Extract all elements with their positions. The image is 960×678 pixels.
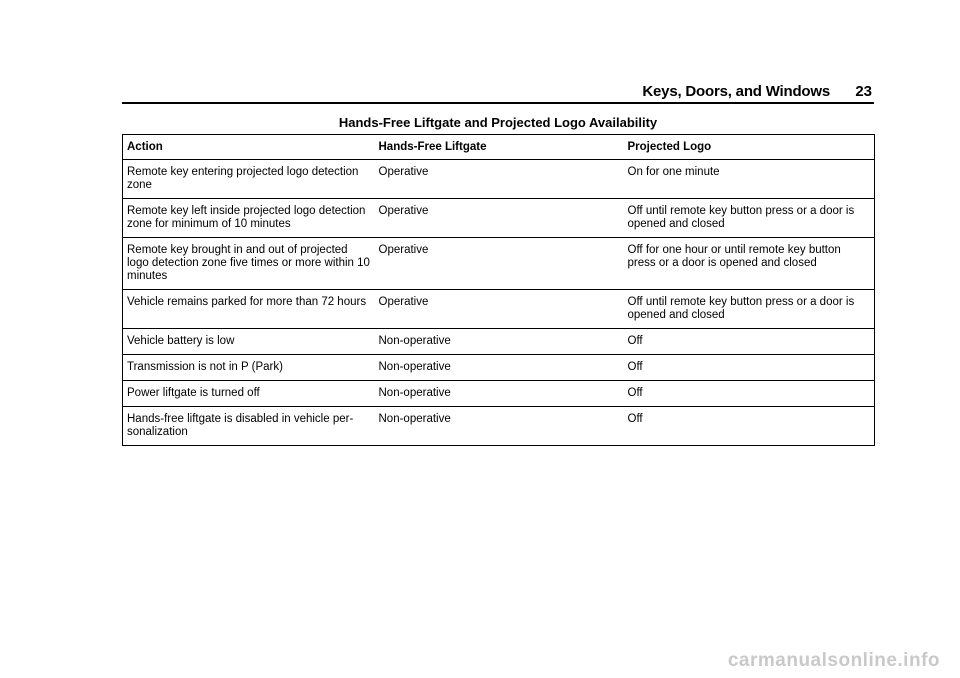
cell-action: Remote key entering projected logo detection zone	[123, 160, 375, 199]
cell-logo: Off until remote key button press or a door is opened and closed	[624, 290, 875, 329]
table-row	[123, 290, 875, 329]
table-title: Hands-Free Liftgate and Projected Logo Availability	[338, 115, 658, 130]
cell-action: Remote key left inside projected logo detection zone for minimum of 10 minutes	[123, 199, 375, 238]
cell-action: Vehicle battery is low	[123, 329, 375, 355]
cell-action: Power liftgate is turned off	[123, 381, 375, 407]
table-row	[123, 160, 875, 199]
table-row	[123, 407, 875, 446]
cell-logo: Off	[624, 355, 875, 381]
cell-liftgate: Non-operative	[375, 355, 624, 381]
availability-table	[122, 134, 875, 446]
cell-liftgate: Non-operative	[375, 381, 624, 407]
table-row	[123, 355, 875, 381]
table-header-row	[123, 135, 875, 160]
cell-action: Hands-free liftgate is disabled in vehicle per-sonalization	[123, 407, 375, 446]
table-row	[123, 381, 875, 407]
cell-logo: Off until remote key button press or a door is opened and closed	[624, 199, 875, 238]
cell-action: Remote key brought in and out of projected logo detection zone five times or more within 10 minutes	[123, 238, 375, 290]
column-header-logo: Projected Logo	[624, 135, 875, 160]
cell-liftgate: Operative	[375, 199, 624, 238]
cell-action: Transmission is not in P (Park)	[123, 355, 375, 381]
watermark: carmanualsonline.info	[727, 650, 940, 671]
page-header	[122, 83, 874, 104]
cell-liftgate: Operative	[375, 290, 624, 329]
cell-liftgate: Operative	[375, 238, 624, 290]
column-header-liftgate: Hands-Free Liftgate	[375, 135, 624, 160]
column-header-action: Action	[123, 135, 375, 160]
cell-liftgate: Non-operative	[375, 407, 624, 446]
section-title: Keys, Doors, and Windows	[642, 83, 830, 100]
table-row	[123, 238, 875, 290]
page-number: 23	[855, 83, 872, 100]
cell-logo: Off	[624, 407, 875, 446]
cell-logo: Off for one hour or until remote key button press or a door is opened and closed	[624, 238, 875, 290]
cell-logo: Off	[624, 329, 875, 355]
table-row	[123, 329, 875, 355]
table-row	[123, 199, 875, 238]
cell-liftgate: Non-operative	[375, 329, 624, 355]
cell-liftgate: Operative	[375, 160, 624, 199]
cell-logo: Off	[624, 381, 875, 407]
cell-logo: On for one minute	[624, 160, 875, 199]
cell-action: Vehicle remains parked for more than 72 hours	[123, 290, 375, 329]
